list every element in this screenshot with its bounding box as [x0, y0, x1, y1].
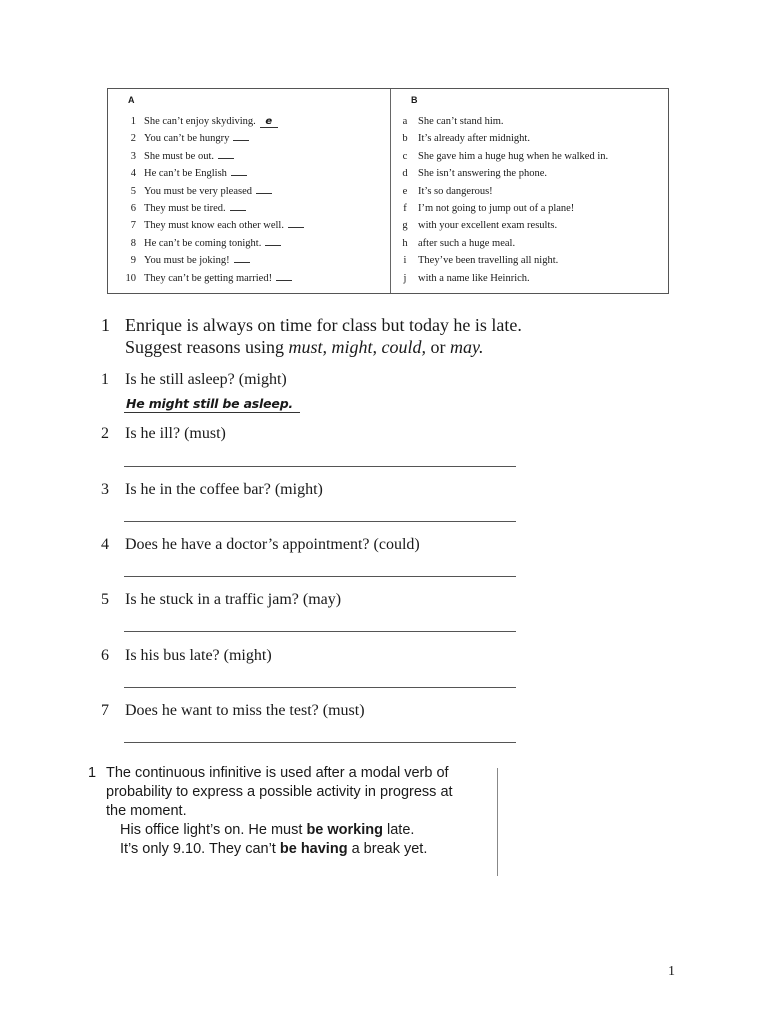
column-b-item [394, 270, 608, 287]
column-b-item [394, 235, 608, 252]
example-bold: be working [306, 822, 383, 838]
note-example-2 [88, 840, 500, 859]
column-b-item [394, 217, 608, 234]
note-example-1 [88, 821, 500, 840]
note-rule-line: The continuous infinitive is used after a modal verb of [106, 765, 449, 781]
column-a-item [116, 270, 304, 287]
item-number: 9 [130, 255, 136, 267]
item-number: 3 [130, 150, 136, 162]
item-text: You can’t be hungry [144, 133, 230, 145]
column-b-item [394, 113, 608, 130]
answer-blank[interactable] [234, 254, 250, 263]
example-text: a break yet. [351, 841, 428, 857]
answer-blank[interactable] [231, 167, 247, 176]
item-letter: j [403, 272, 407, 284]
column-a-item [116, 200, 304, 217]
example-answer: He might still be asleep. [126, 396, 293, 411]
item-number: 4 [130, 168, 136, 180]
question-4 [101, 535, 661, 555]
column-b-item [394, 130, 608, 147]
answer-blank-filled[interactable]: e [260, 116, 278, 128]
item-text: They can’t be getting married! [144, 272, 273, 284]
answer-blank[interactable] [256, 185, 272, 194]
item-text: It’s so dangerous! [418, 185, 493, 197]
column-a-list [116, 113, 304, 287]
column-b-item [394, 183, 608, 200]
column-a-item [116, 130, 304, 147]
item-letter: h [402, 237, 408, 249]
answer-line[interactable] [124, 631, 516, 632]
item-number: 5 [130, 185, 136, 197]
modal-could: could, [381, 337, 427, 357]
question-text: Is he in the coffee bar? (might) [125, 481, 323, 498]
question-number: 4 [101, 536, 109, 553]
item-number: 2 [130, 133, 136, 145]
note-rule-line: the moment. [106, 803, 187, 819]
item-letter: g [402, 220, 408, 232]
modal-might: might, [331, 337, 378, 357]
item-text: She gave him a huge hug when he walked in. [418, 150, 609, 162]
item-text: You must be joking! [144, 255, 230, 267]
example-text: late. [387, 822, 415, 838]
column-b-item [394, 148, 608, 165]
item-text: He can’t be English [144, 168, 227, 180]
answer-line[interactable] [124, 687, 516, 688]
item-text: I’m not going to jump out of a plane! [418, 202, 575, 214]
item-letter: e [402, 185, 408, 197]
item-text: It’s already after midnight. [418, 133, 530, 145]
question-number: 6 [101, 647, 109, 664]
example-text: It’s only 9.10. They can’t [120, 841, 276, 857]
exercise-line-2: Suggest reasons using [125, 337, 284, 357]
item-text: She can’t stand him. [418, 116, 504, 127]
answer-blank[interactable] [265, 237, 281, 246]
note-rule-line: probability to express a possible activity in progress at [106, 784, 453, 800]
column-a-heading: A [128, 95, 135, 105]
grammar-note [88, 764, 500, 859]
column-b-item [394, 200, 608, 217]
item-letter: b [402, 133, 408, 145]
question-1 [101, 370, 661, 390]
answer-blank[interactable] [230, 202, 246, 211]
item-number: 6 [130, 202, 136, 214]
exercise-number: 1 [101, 315, 110, 335]
note-marker: 1 [88, 765, 97, 781]
question-number: 1 [101, 371, 109, 388]
item-text: He can’t be coming tonight. [144, 237, 262, 249]
modal-may: may. [450, 337, 484, 357]
question-text: Is he stuck in a traffic jam? (may) [125, 591, 342, 608]
exercise-line-1: Enrique is always on time for class but today he is late. [125, 315, 522, 335]
question-text: Does he want to miss the test? (must) [125, 702, 365, 719]
column-a-item [116, 217, 304, 234]
column-a-item [116, 148, 304, 165]
question-7 [101, 701, 661, 721]
modal-must: must, [288, 337, 328, 357]
question-6 [101, 646, 661, 666]
example-bold: be having [279, 841, 348, 857]
item-number: 10 [125, 272, 136, 284]
item-letter: a [402, 116, 408, 127]
column-divider [390, 89, 391, 293]
column-b-item [394, 252, 608, 269]
answer-blank[interactable] [233, 132, 249, 141]
question-text: Is he still asleep? (might) [125, 371, 287, 388]
item-letter: i [403, 255, 407, 267]
exercise-instructions [101, 314, 661, 358]
answer-blank[interactable] [218, 150, 234, 159]
question-text: Does he have a doctor’s appointment? (could) [125, 536, 420, 553]
item-number: 8 [130, 237, 136, 249]
item-text: She isn’t answering the phone. [418, 168, 547, 180]
answer-blank[interactable] [276, 272, 292, 281]
column-b-heading: B [411, 95, 418, 105]
item-letter: c [402, 150, 408, 162]
column-a-item [116, 252, 304, 269]
answer-blank[interactable] [288, 219, 304, 228]
example-text: His office light’s on. He must [120, 822, 303, 838]
column-a-item [116, 165, 304, 182]
item-number: 1 [130, 116, 136, 127]
or-word: or [430, 337, 446, 357]
column-b-item [394, 165, 608, 182]
column-a-item [116, 113, 304, 130]
item-text: She can’t enjoy skydiving. [144, 116, 256, 127]
column-a-item [116, 235, 304, 252]
answer-line[interactable] [124, 742, 516, 743]
question-number: 2 [101, 425, 109, 442]
column-a-item [116, 183, 304, 200]
item-text: with a name like Heinrich. [418, 272, 530, 284]
question-2 [101, 424, 661, 444]
item-text: They’ve been travelling all night. [418, 255, 559, 267]
item-letter: d [402, 168, 408, 180]
answer-line[interactable] [124, 466, 516, 467]
item-number: 7 [130, 220, 136, 232]
question-number: 3 [101, 481, 109, 498]
item-text: You must be very pleased [144, 185, 253, 197]
question-number: 7 [101, 702, 109, 719]
question-number: 5 [101, 591, 109, 608]
question-text: Is he ill? (must) [125, 425, 226, 442]
item-text: They must know each other well. [144, 220, 284, 232]
note-side-rule [497, 768, 498, 876]
item-letter: f [403, 202, 407, 214]
item-text: with your excellent exam results. [418, 220, 558, 232]
item-text: after such a huge meal. [418, 237, 516, 249]
item-text: They must be tired. [144, 202, 226, 214]
answer-line[interactable] [124, 576, 516, 577]
item-text: She must be out. [144, 150, 214, 162]
question-5 [101, 590, 661, 610]
question-text: Is his bus late? (might) [125, 647, 272, 664]
question-3 [101, 480, 661, 500]
example-answer-underline [124, 412, 300, 413]
matching-table [107, 88, 669, 294]
column-b-list [394, 113, 608, 287]
page-number: 1 [668, 964, 675, 979]
answer-line[interactable] [124, 521, 516, 522]
